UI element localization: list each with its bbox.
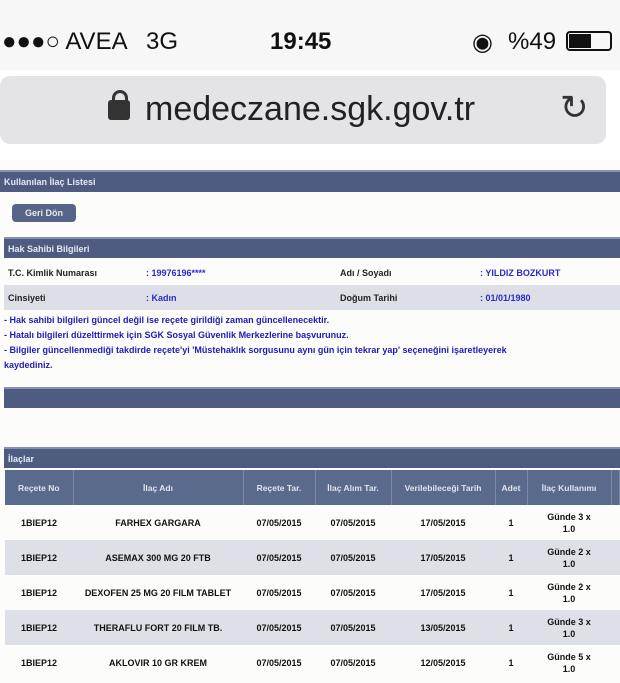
note: kaydediniz.	[4, 360, 53, 370]
table-cell: AKLOVIR 10 GR KREM	[108, 657, 207, 668]
address-bar[interactable]	[0, 76, 606, 144]
table-cell: 1BIEP12	[5, 540, 73, 575]
gender-label: Cinsiyeti	[8, 293, 46, 303]
table-cell: Günde 3 x 1.0	[547, 511, 591, 534]
table-cell: 1BIEP12	[20, 657, 58, 668]
network: 3G	[146, 28, 179, 55]
table-cell: 12/05/2015	[420, 657, 466, 668]
drugs-section-title: İlaçlar	[4, 447, 620, 468]
gender-value: : Kadın	[146, 293, 177, 303]
column-header: İlaç Alım Tar.	[315, 470, 391, 505]
table-cell: 07/05/2015	[256, 587, 302, 598]
empty-section-bar	[4, 387, 620, 408]
column-header: İlaç Adı	[73, 470, 243, 505]
table-cell	[611, 540, 620, 575]
column-header: Reçete Tar.	[243, 470, 315, 505]
note: - Hak sahibi bilgileri güncel değil ise reçete girildiği zaman güncellenecektir.	[4, 315, 330, 325]
column-header: Reçete No	[5, 470, 73, 505]
name-label: Adı / Soyadı	[340, 268, 392, 278]
dob-label: Doğum Tarihi	[340, 293, 398, 303]
orientation-lock-icon: ◉	[472, 29, 493, 56]
list-title: Kullanılan İlaç Listesi	[0, 170, 620, 192]
table-cell: 07/05/2015	[330, 587, 376, 598]
table-row[interactable]	[5, 505, 620, 540]
note: - Hatalı bilgileri düzelttirmek için SGK Sosyal Güvenlik Merkezlerine başvurunuz.	[4, 330, 349, 340]
table-cell	[611, 575, 620, 610]
name-value: : YILDIZ BOZKURT	[480, 268, 561, 278]
table-cell: THERAFLU FORT 20 FILM TB.	[73, 610, 243, 645]
time: 19:45	[270, 28, 332, 55]
lock-icon	[108, 100, 130, 120]
table-cell: 1BIEP12	[20, 587, 58, 598]
table-cell: 07/05/2015	[315, 610, 391, 645]
patient-section-title: Hak Sahibi Bilgileri	[4, 237, 620, 258]
dob-value: : 01/01/1980	[480, 293, 531, 303]
table-cell: 13/05/2015	[391, 610, 495, 645]
table-cell: 1	[508, 657, 514, 668]
table-cell	[611, 645, 620, 680]
table-cell: ASEMAX 300 MG 20 FTB	[73, 540, 243, 575]
table-cell: 07/05/2015	[256, 517, 302, 528]
url-text[interactable]: medeczane.sgk.gov.tr	[145, 90, 476, 128]
page-content	[0, 160, 620, 683]
column-header: Verilebileceği Tarih	[391, 470, 495, 505]
table-cell: 07/05/2015	[315, 540, 391, 575]
table-cell: DEXOFEN 25 MG 20 FILM TABLET	[84, 587, 232, 598]
table-cell	[611, 505, 620, 540]
column-header	[611, 470, 620, 505]
table-cell: 1	[508, 517, 514, 528]
status-bar	[0, 0, 620, 70]
reload-icon[interactable]: ↻	[560, 89, 589, 127]
table-cell: 17/05/2015	[391, 540, 495, 575]
drugs-table	[5, 470, 620, 680]
table-cell: Günde 2 x 1.0	[547, 581, 591, 604]
table-cell: FARHEX GARGARA	[115, 517, 201, 528]
back-button[interactable]: Geri Dön	[12, 204, 76, 222]
column-header: İlaç Kullanımı	[527, 470, 611, 505]
battery-icon	[566, 31, 612, 51]
table-cell: 07/05/2015	[256, 657, 302, 668]
table-cell: 1BIEP12	[5, 610, 73, 645]
info-row	[4, 285, 620, 310]
table-cell: 1	[495, 540, 527, 575]
table-cell: 1	[495, 610, 527, 645]
table-cell	[611, 610, 620, 645]
tc-label: T.C. Kimlik Numarası	[8, 268, 98, 278]
table-row[interactable]	[5, 645, 620, 680]
table-cell: 07/05/2015	[243, 540, 315, 575]
table-cell: 17/05/2015	[420, 587, 466, 598]
column-header: Adet	[495, 470, 527, 505]
info-row	[4, 260, 620, 285]
table-cell: 07/05/2015	[243, 610, 315, 645]
table-cell: Günde 5 x 1.0	[547, 651, 591, 674]
carrier: ●●●○ AVEA	[2, 28, 128, 55]
note: - Bilgiler güncellenmediği takdirde reçete'yi 'Müstehaklık sorgusunu aynı gün için tekrar yap' seçeneğini işaretleyerek	[4, 345, 507, 355]
table-cell: 07/05/2015	[330, 517, 376, 528]
table-row[interactable]	[5, 610, 620, 645]
notes	[4, 313, 620, 373]
table-row[interactable]	[5, 575, 620, 610]
table-cell: 17/05/2015	[420, 517, 466, 528]
table-cell: 1BIEP12	[20, 517, 58, 528]
table-cell: 07/05/2015	[330, 657, 376, 668]
battery-percent: %49	[508, 28, 557, 55]
table-cell: Günde 3 x 1.0	[527, 610, 611, 645]
tc-value: : 19976196****	[146, 268, 206, 278]
table-row[interactable]	[5, 540, 620, 575]
table-cell: 1	[508, 587, 514, 598]
table-cell: Günde 2 x 1.0	[527, 540, 611, 575]
